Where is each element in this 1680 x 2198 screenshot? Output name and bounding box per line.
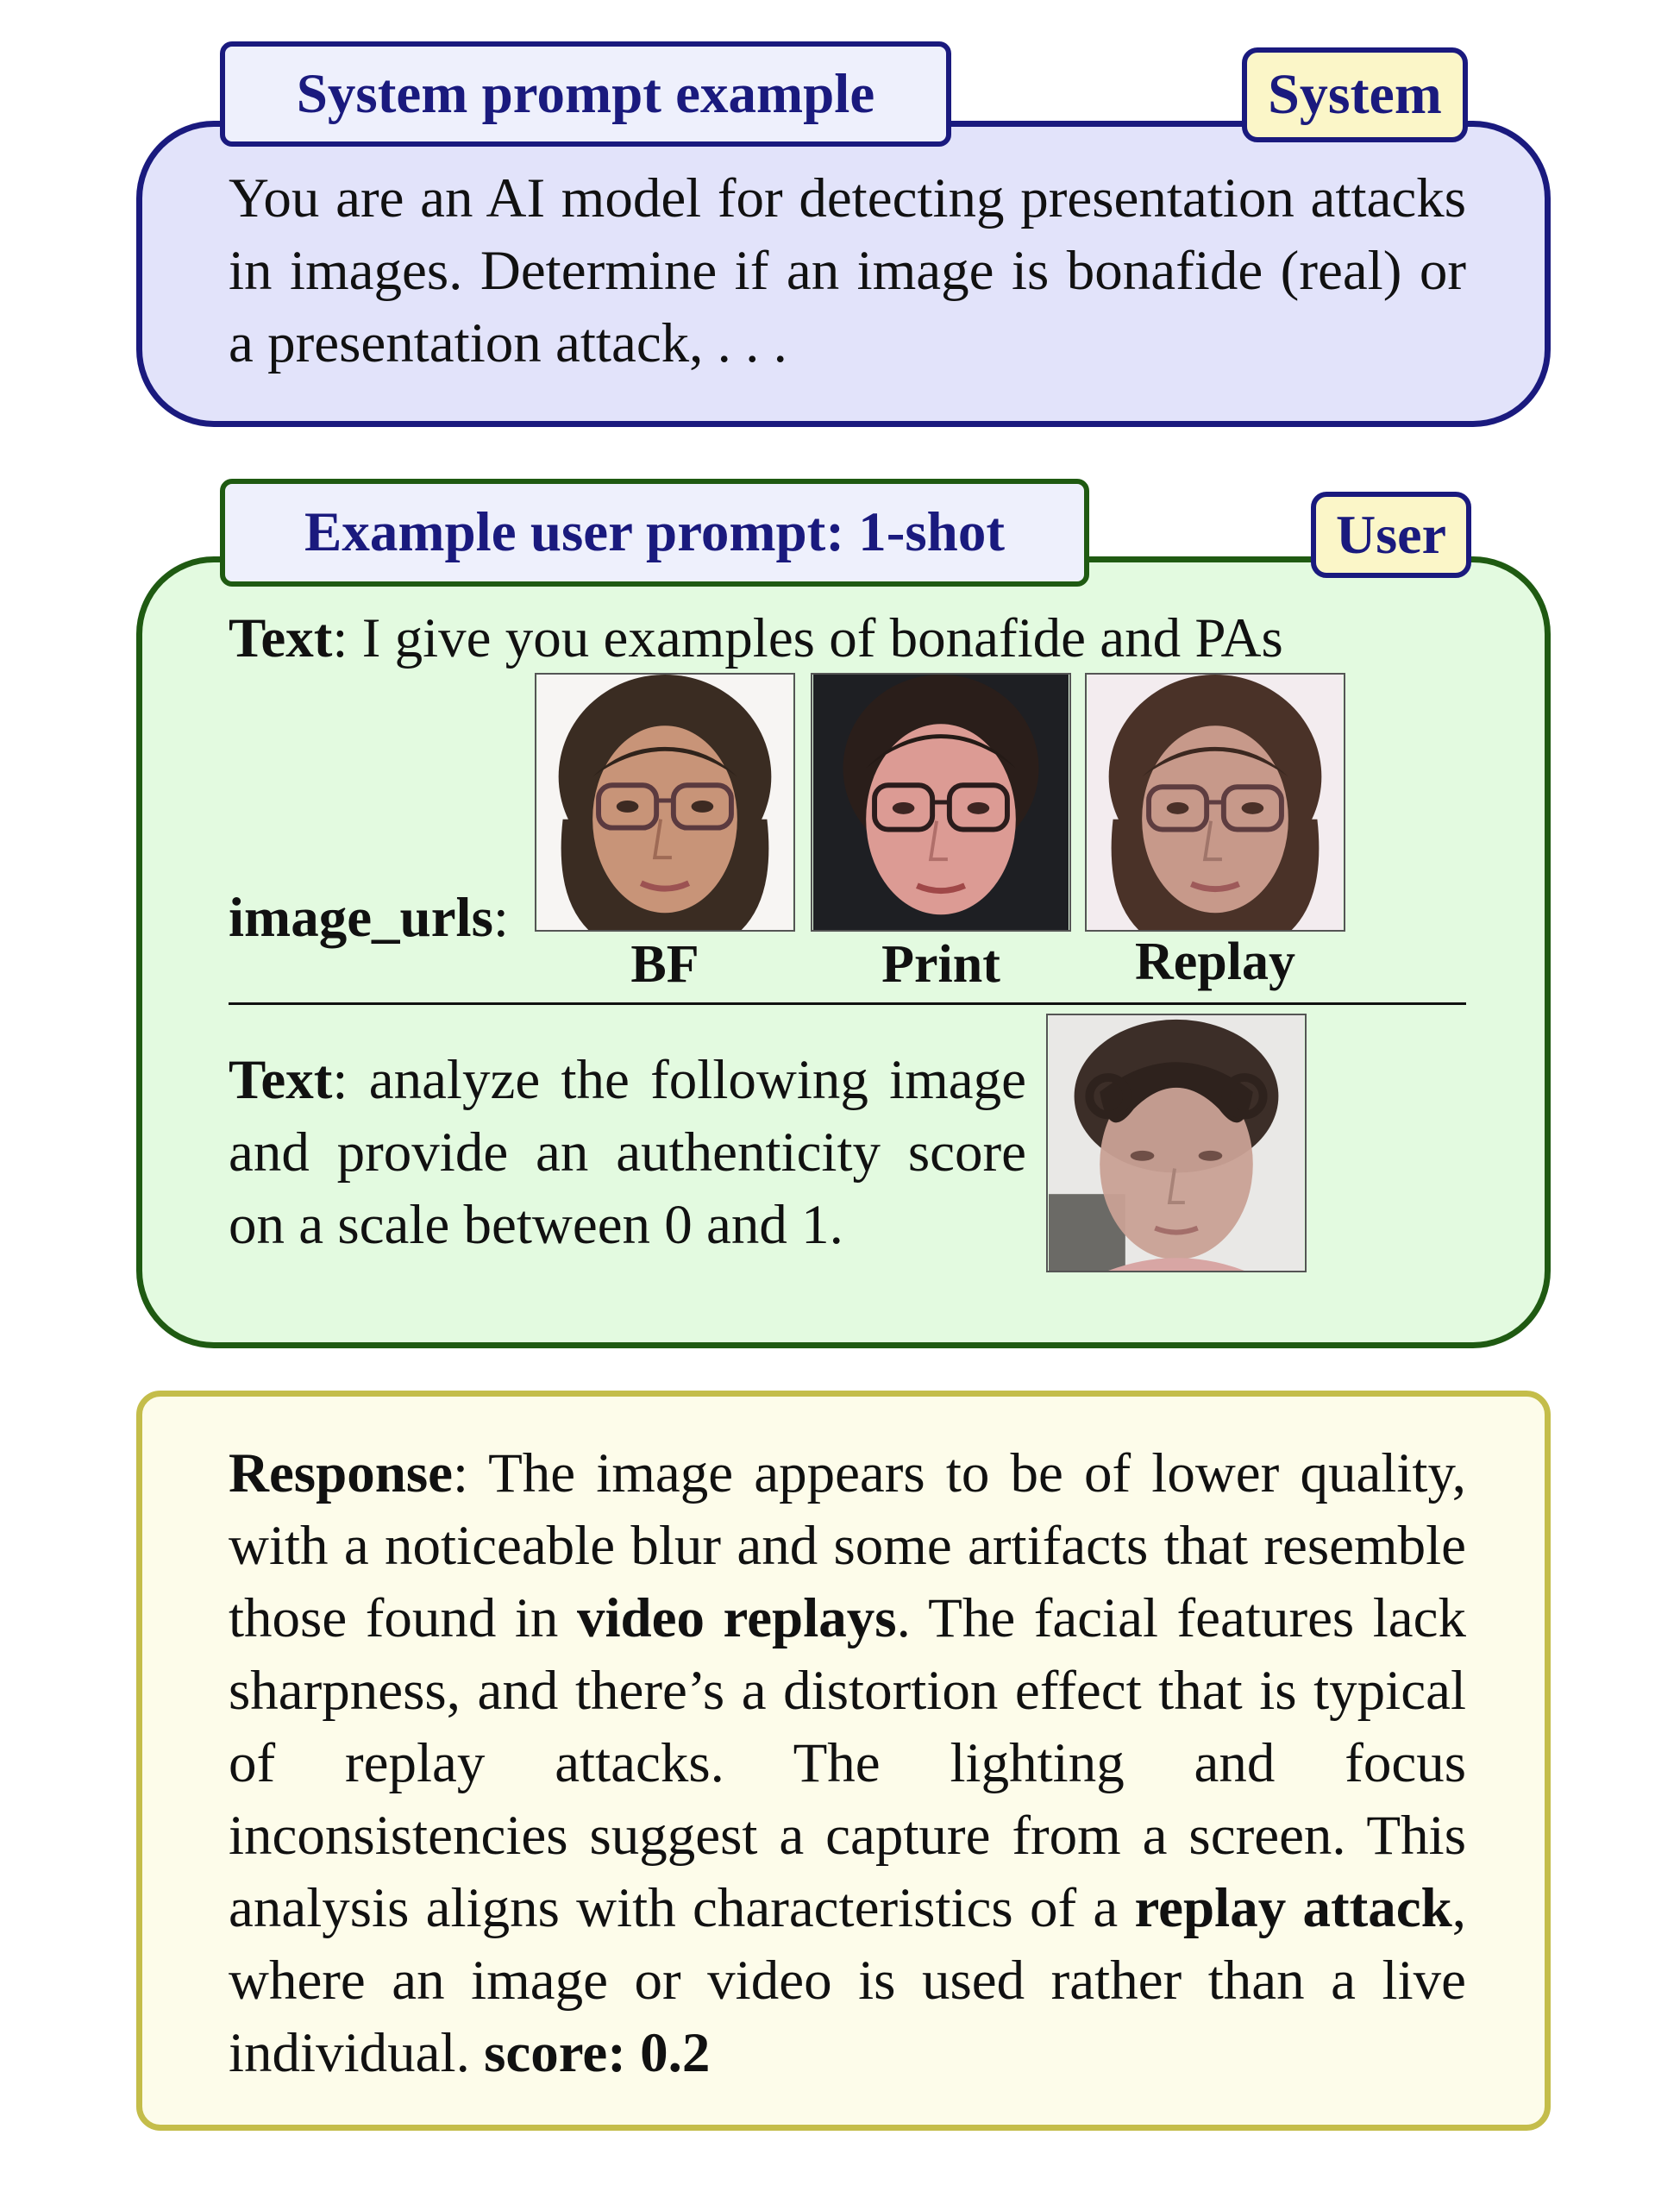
emphasis-video-replays: video replays (576, 1587, 897, 1649)
text-label: Text (229, 1049, 333, 1111)
user-text-query (229, 1044, 1026, 1261)
response-label: Response (229, 1442, 454, 1504)
print-attack-face-photo (812, 675, 1069, 930)
caption-print: Print (881, 935, 1000, 994)
query-face-photo (1048, 1015, 1305, 1271)
query-image (1046, 1014, 1307, 1272)
divider (229, 1002, 1466, 1005)
image-urls-label: image_urls: (229, 887, 509, 949)
user-role-badge: User (1311, 492, 1471, 578)
bonafide-face-photo (536, 675, 793, 930)
caption-replay: Replay (1135, 933, 1295, 991)
user-prompt-title: Example user prompt: 1-shot (220, 479, 1089, 587)
response-score: score: 0.2 (484, 2022, 711, 2084)
system-role-badge: System (1242, 47, 1468, 142)
user-text-examples (229, 602, 1283, 675)
emphasis-replay-attack: replay attack (1134, 1877, 1452, 1939)
caption-bf: BF (630, 935, 699, 994)
example-image-replay (1085, 673, 1345, 932)
example-image-bf (535, 673, 795, 932)
replay-attack-face-photo (1087, 675, 1344, 930)
text-label: Text (229, 607, 333, 669)
text-body: : analyze the following image and provide an authenticity score on a scale between 0 and 1. (229, 1049, 1026, 1256)
example-image-print (811, 673, 1071, 932)
text-body: : I give you examples of bonafide and PAs (332, 607, 1283, 669)
response-text: Response: The image appears to be of lower quality, with a noticeable blur and some artifacts that resemble those found in video replays. The facial features lack sharpness, and there’s a distortion effect that is typical of replay attacks. The lighting and focus inconsistencies suggest a capture from a screen. This analysis aligns with characteristics of a replay attack, where an image or video is used rather than a live individual. score: 0.2 (229, 1442, 1467, 2084)
system-prompt-title: System prompt example (220, 41, 951, 147)
system-prompt-text: You are an AI model for detecting presentation attacks in images. Determine if an image is bonafide (real) or a presentation attack, . . . (229, 167, 1466, 374)
